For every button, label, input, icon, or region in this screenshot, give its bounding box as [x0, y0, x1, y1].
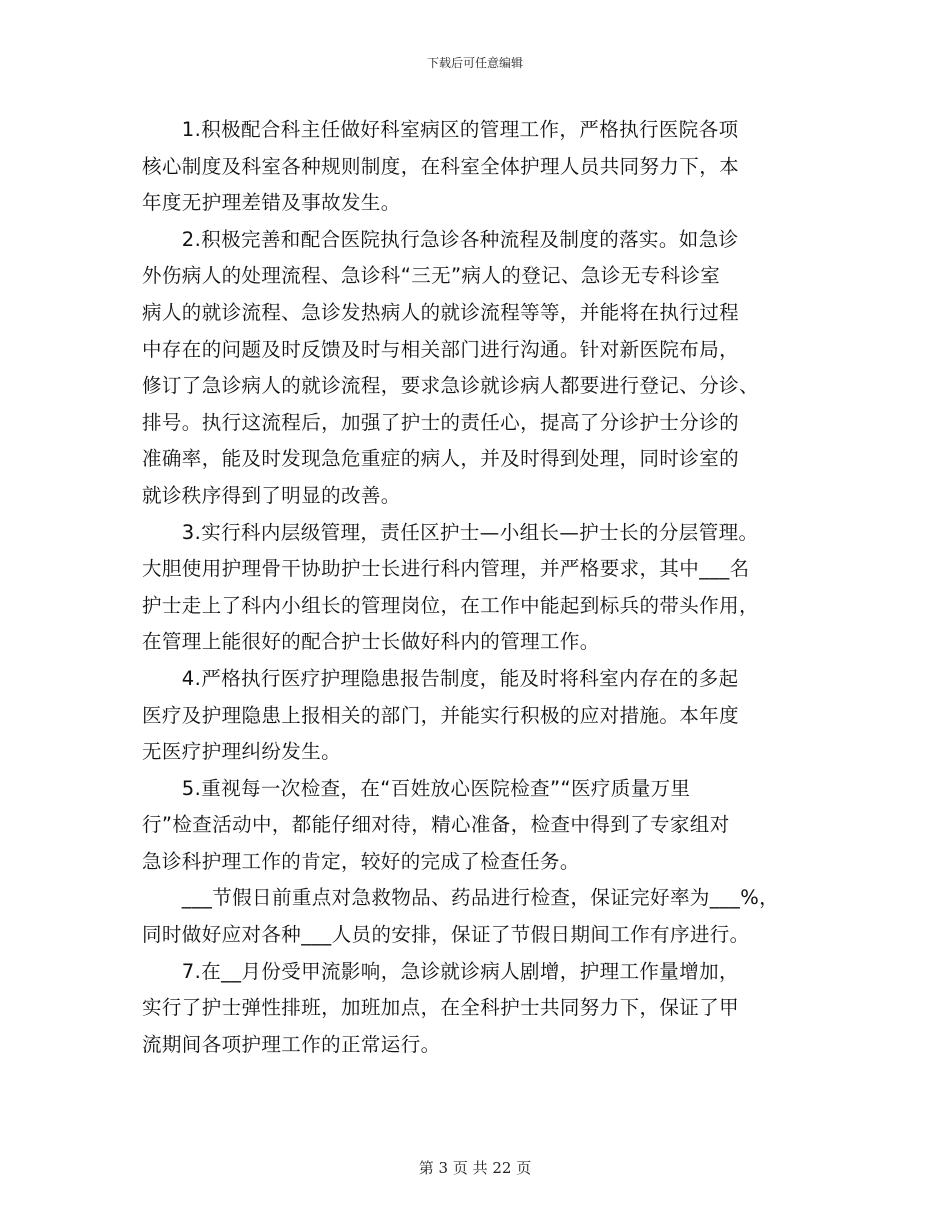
text-line: 无医疗护理纠纷发生。: [142, 740, 342, 764]
text-line: 核心制度及科室各种规则制度，在科室全体护理人员共同努力下，本: [142, 154, 740, 178]
text-line: 急诊科护理工作的肯定，较好的完成了检查任务。: [142, 849, 580, 873]
text-line: 修订了急诊病人的就诊流程，要求急诊就诊病人都要进行登记、分诊、: [142, 374, 759, 398]
text-line: 外伤病人的处理流程、急诊科“三无”病人的登记、急诊无专科诊室: [142, 264, 721, 288]
text-line: 准确率，能及时发现急危重症的病人，并及时得到处理，同时诊室的: [142, 447, 740, 471]
text-line: 医疗及护理隐患上报相关的部门，并能实行积极的应对措施。本年度: [142, 703, 740, 727]
text-line: 在管理上能很好的配合护士长做好科内的管理工作。: [142, 630, 600, 654]
text-line: 1.积极配合科主任做好科室病区的管理工作，严格执行医院各项: [142, 118, 739, 141]
text-line: 行”检查活动中，都能仔细对待，精心准备，检查中得到了专家组对: [142, 813, 730, 837]
text-line: 5.重视每一次检查，在“百姓放心医院检查”“医疗质量万里: [142, 776, 691, 800]
document-body: [142, 112, 822, 1063]
text-line: 2.积极完善和配合医院执行急诊各种流程及制度的落实。如急诊: [142, 227, 739, 251]
text-line: 同时做好应对各种___人员的安排，保证了节假日期间工作有序进行。: [142, 923, 750, 947]
text-line: 中存在的问题及时反馈及时与相关部门进行沟通。针对新医院布局，: [142, 337, 740, 361]
page-header-note: 下载后可任意编辑: [426, 56, 523, 70]
text-line: ___节假日前重点对急救物品、药品进行检查，保证完好率为___%，: [142, 886, 780, 910]
text-line: 流期间各项护理工作的正常运行。: [142, 1032, 441, 1056]
text-line: 7.在__月份受甲流影响，急诊就诊病人剧增，护理工作量增加，: [142, 959, 739, 983]
text-line: 护士走上了科内小组长的管理岗位，在工作中能起到标兵的带头作用，: [142, 593, 759, 617]
text-line: 4.严格执行医疗护理隐患报告制度，能及时将科室内存在的多起: [142, 666, 739, 690]
text-line: 大胆使用护理骨干协助护士长进行科内管理，并严格要求，其中___名: [142, 557, 750, 581]
text-line: 病人的就诊流程、急诊发热病人的就诊流程等等，并能将在执行过程: [142, 300, 740, 324]
text-line: 就诊秩序得到了明显的改善。: [142, 483, 401, 507]
text-line: 3.实行科内层级管理，责任区护士—小组长—护士长的分层管理。: [142, 520, 759, 544]
text-line: 排号。执行这流程后，加强了护士的责任心，提高了分诊护士分诊的: [142, 410, 740, 434]
text-line: 年度无护理差错及事故发生。: [142, 191, 401, 215]
page-number: 第 3 页 共 22 页: [418, 1159, 532, 1177]
text-line: 实行了护士弹性排班，加班加点，在全科护士共同努力下，保证了甲: [142, 996, 740, 1020]
